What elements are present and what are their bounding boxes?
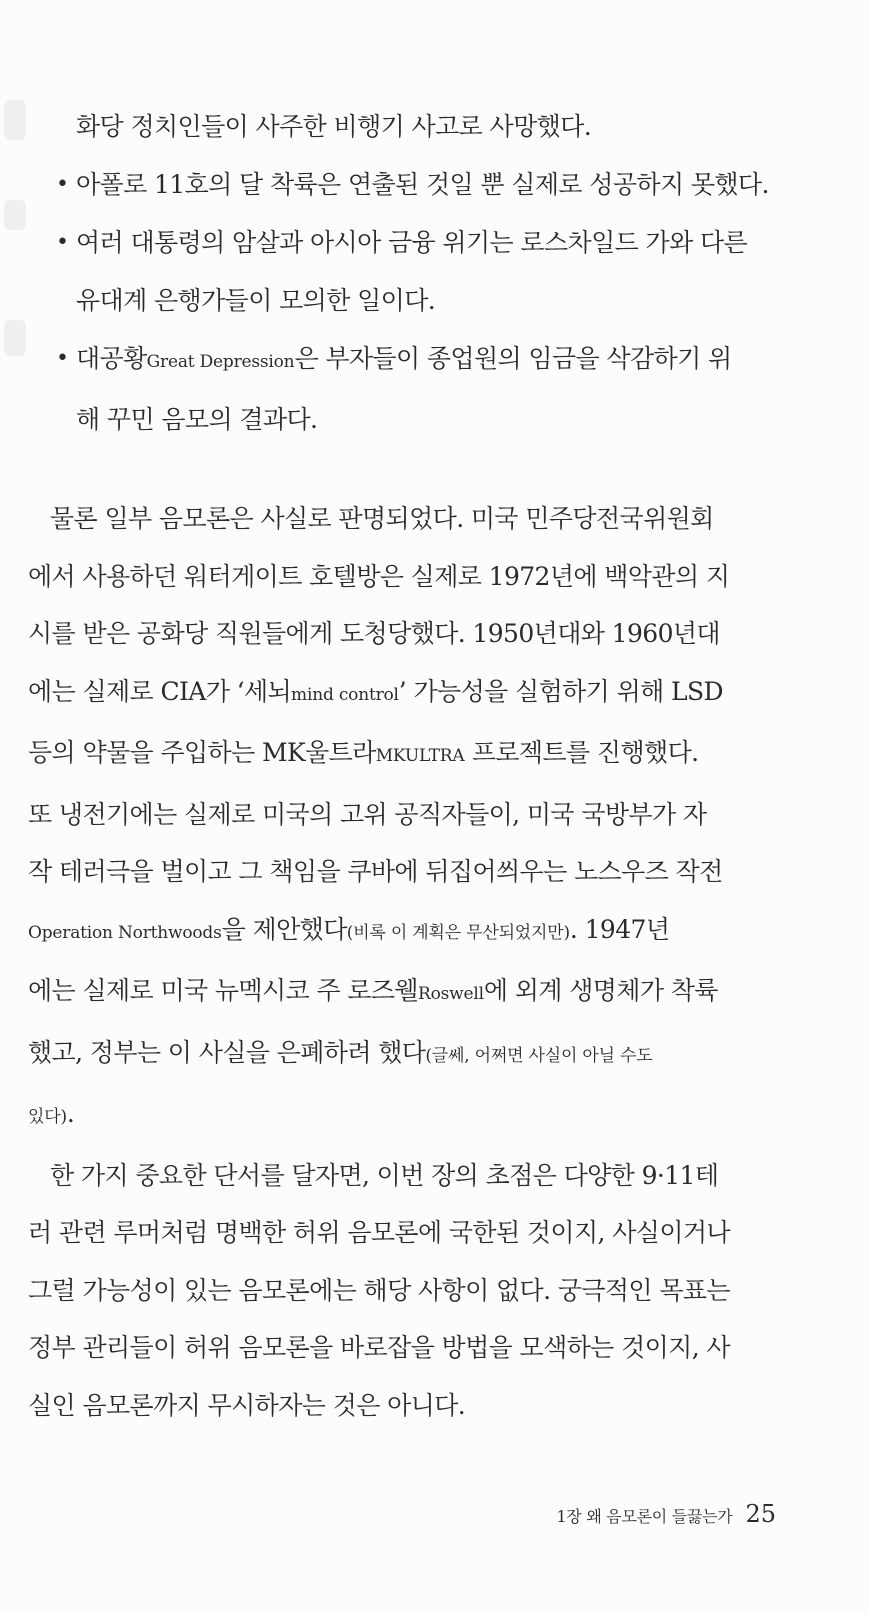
- text-run: 은 부자들이 종업원의 임금을 삭감하기 위: [294, 344, 732, 373]
- paragraph-line: [28, 663, 808, 725]
- paragraph-line: [28, 786, 808, 844]
- bullet-marker: •: [56, 346, 69, 371]
- bullet-line: [76, 272, 796, 330]
- paragraph-line: [28, 1319, 808, 1377]
- paragraph-line: [28, 605, 808, 663]
- bullet-item: [56, 98, 796, 156]
- gloss-text: Roswell: [418, 984, 484, 1004]
- scan-edge-artifact: [4, 100, 26, 140]
- gloss-text: mind control: [291, 684, 399, 705]
- text-run: 등의 약물을 주입하는 MK울트라: [28, 738, 376, 767]
- text-run: 또 냉전기에는 실제로 미국의 고위 공직자들이, 미국 국방부가 자: [28, 799, 707, 829]
- text-run: 해 꾸민 음모의 결과다.: [76, 405, 318, 434]
- gloss-text: (글쎄, 어쩌면 사실이 아닐 수도: [425, 1045, 653, 1066]
- text-run: 유대계 은행가들이 모의한 일이다.: [76, 286, 436, 315]
- body-paragraphs: [28, 490, 808, 1434]
- text-run: 그럴 가능성이 있는 음모론에는 해당 사항이 없다. 궁극적인 목표는: [28, 1275, 730, 1305]
- bullet-line: [76, 98, 796, 156]
- text-run: 프로젝트를 진행했다.: [464, 738, 699, 767]
- paragraph-line: [28, 724, 808, 786]
- text-run: 시를 받은 공화당 직원들에게 도청당했다. 1950년대와 1960년대: [28, 619, 720, 648]
- bullet-item: [56, 156, 796, 214]
- text-run: 대공황: [76, 344, 147, 373]
- paragraph-line: [28, 962, 808, 1024]
- text-run: 러 관련 루머처럼 명백한 허위 음모론에 국한된 것이지, 사실이거나: [28, 1218, 730, 1247]
- paragraph-line: [28, 1147, 808, 1205]
- text-run: 에는 실제로 CIA가 ‘세뇌: [28, 676, 292, 706]
- bullet-marker: •: [56, 172, 69, 197]
- gloss-text: Great Depression: [146, 352, 295, 372]
- paragraph-line: [28, 1262, 808, 1320]
- text-run: 을 제안했다: [221, 914, 347, 944]
- bullet-line: [76, 391, 796, 449]
- text-run: 정부 관리들이 허위 음모론을 바로잡을 방법을 모색하는 것이지, 사: [28, 1333, 730, 1362]
- paragraph-line: [28, 1204, 808, 1262]
- text-run: ’ 가능성을 실험하기 위해 LSD: [398, 676, 723, 706]
- text-run: 한 가지 중요한 단서를 달자면, 이번 장의 초점은 다양한 9·11테: [50, 1160, 719, 1190]
- paragraph-line: [28, 1377, 808, 1435]
- paragraph-line: [28, 548, 808, 606]
- page-footer: [557, 1500, 776, 1528]
- text-run: 에서 사용하던 워터게이트 호텔방은 실제로 1972년에 백악관의 지: [28, 561, 730, 591]
- text-run: 아폴로 11호의 달 착륙은 연출된 것일 뿐 실제로 성공하지 못했다.: [76, 170, 769, 199]
- text-run: 에는 실제로 미국 뉴멕시코 주 로즈웰: [28, 976, 418, 1005]
- bullet-line: [76, 214, 796, 272]
- gloss-text: MKULTRA: [375, 746, 465, 766]
- gloss-text: (비록 이 계획은 무산되었지만): [346, 922, 570, 943]
- gloss-text: Operation Northwoods: [28, 922, 222, 943]
- text-run: . 1947년: [569, 914, 670, 944]
- text-run: 작 테러극을 벌이고 그 책임을 쿠바에 뒤집어씌우는 노스우즈 작전: [28, 857, 723, 886]
- paragraph-line: [28, 843, 808, 901]
- bullet-item: [56, 214, 796, 330]
- scan-edge-artifact: [4, 200, 26, 230]
- paragraph-line: [28, 1085, 808, 1147]
- bullet-line: [76, 330, 796, 391]
- paragraph-line: [28, 901, 808, 963]
- text-run: .: [66, 1099, 75, 1128]
- paragraph-line: [28, 490, 808, 548]
- text-run: 에 외계 생명체가 착륙: [483, 976, 718, 1005]
- text-run: 화당 정치인들이 사주한 비행기 사고로 사망했다.: [76, 112, 592, 141]
- bullet-list: [56, 98, 796, 449]
- gloss-text: 있다): [28, 1107, 67, 1127]
- scan-edge-artifact: [4, 320, 26, 356]
- text-run: 물론 일부 음모론은 사실로 판명되었다. 미국 민주당전국위원회: [50, 504, 714, 533]
- text-run: 실인 음모론까지 무시하자는 것은 아니다.: [28, 1390, 466, 1420]
- bullet-item: [56, 330, 796, 449]
- running-chapter-title: 1장 왜 음모론이 들끓는가: [556, 1507, 733, 1526]
- text-run: 여러 대통령의 암살과 아시아 금융 위기는 로스차일드 가와 다른: [76, 228, 748, 257]
- text-run: 했고, 정부는 이 사실을 은폐하려 했다: [28, 1037, 426, 1067]
- page-number: 25: [745, 1500, 776, 1528]
- bullet-line: [76, 156, 796, 214]
- bullet-marker: •: [56, 230, 69, 255]
- paragraph-line: [28, 1024, 808, 1086]
